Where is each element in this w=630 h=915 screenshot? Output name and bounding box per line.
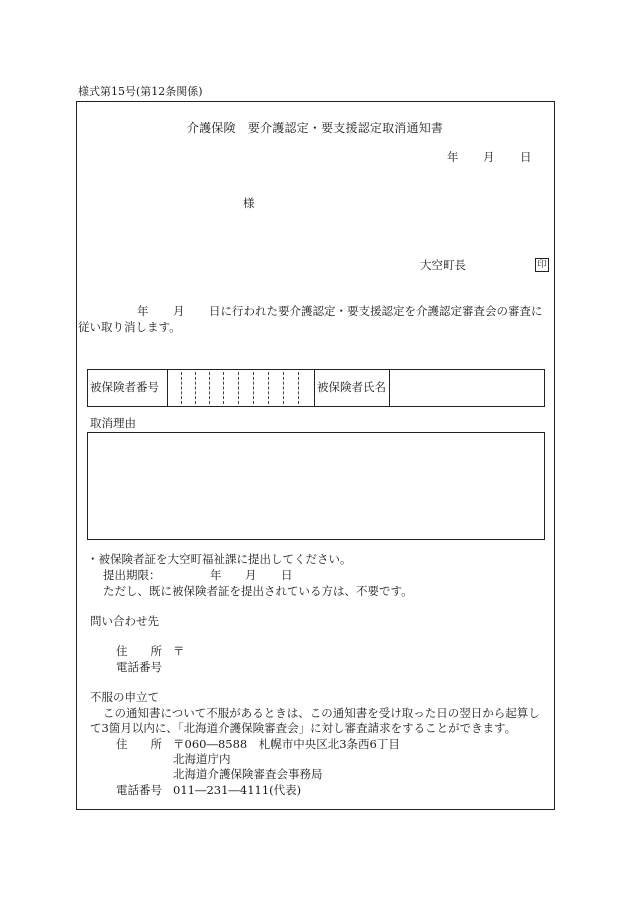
contact-heading: 問い合わせ先 (90, 614, 159, 628)
notice-line3: ただし、既に被保険者証を提出されている方は、不要です。 (103, 584, 413, 598)
reason-label: 取消理由 (90, 416, 136, 430)
appeal-address-line2: 北海道庁内 (173, 752, 231, 766)
appeal-address-label: 住 所 (116, 737, 162, 751)
insured-name-label: 被保険者氏名 (317, 380, 386, 394)
seal-mark: 印 (535, 258, 549, 272)
appeal-phone-label: 電話番号 (116, 783, 162, 797)
body-month: 月 (173, 304, 185, 318)
table-divider (314, 369, 315, 407)
notice-line1: ・被保険者証を大空町福祉課に提出してください。 (87, 552, 352, 566)
header-date-year: 年 (447, 150, 459, 164)
appeal-address-line1: 〒060―8588 札幌市中央区北3条西6丁目 (173, 737, 400, 751)
insured-number-label: 被保険者番号 (90, 380, 159, 394)
appeal-address-line3: 北海道介護保険審査会事務局 (173, 767, 323, 781)
digit-separator (298, 372, 299, 404)
digit-separator (283, 372, 284, 404)
body-text-line2: 従い取り消します。 (78, 320, 181, 334)
digit-separator (253, 372, 254, 404)
contact-address-value: 〒 (173, 644, 185, 658)
form-number-label: 様式第15号(第12条関係) (78, 85, 203, 98)
digit-separator (209, 372, 210, 404)
digit-separator (223, 372, 224, 404)
appeal-heading: 不服の申立て (90, 690, 159, 704)
document-title: 介護保険 要介護認定・要支援認定取消通知書 (186, 121, 444, 135)
digit-separator (268, 372, 269, 404)
deadline-label: 提出期限： (103, 568, 161, 582)
appeal-phone-value: 011―231―4111(代表) (173, 783, 302, 797)
body-text-line1: 日に行われた要介護認定・要支援認定を介護認定審査会の審査に (209, 304, 543, 318)
deadline-day: 日 (281, 568, 293, 582)
appeal-line2: て3箇月以内に、「北海道介護保険審査会」に対し審査請求をすることができます。 (90, 721, 517, 735)
contact-phone-label: 電話番号 (116, 660, 162, 674)
digit-separator (181, 372, 182, 404)
deadline-month: 月 (245, 568, 257, 582)
digit-separator (195, 372, 196, 404)
recipient-suffix: 様 (243, 196, 255, 210)
table-divider (389, 369, 390, 407)
body-year: 年 (137, 304, 149, 318)
issuer-name: 大空町長 (420, 258, 466, 272)
reason-textbox[interactable] (87, 432, 545, 540)
table-divider (167, 369, 168, 407)
contact-address-label: 住 所 (116, 644, 162, 658)
insured-name-field[interactable] (392, 372, 542, 404)
header-date-month: 月 (483, 150, 495, 164)
appeal-line1: この通知書について不服があるときは、この通知書を受け取った日の翌日から起算し (103, 706, 540, 720)
digit-separator (238, 372, 239, 404)
deadline-year: 年 (210, 568, 222, 582)
header-date-day: 日 (520, 150, 532, 164)
